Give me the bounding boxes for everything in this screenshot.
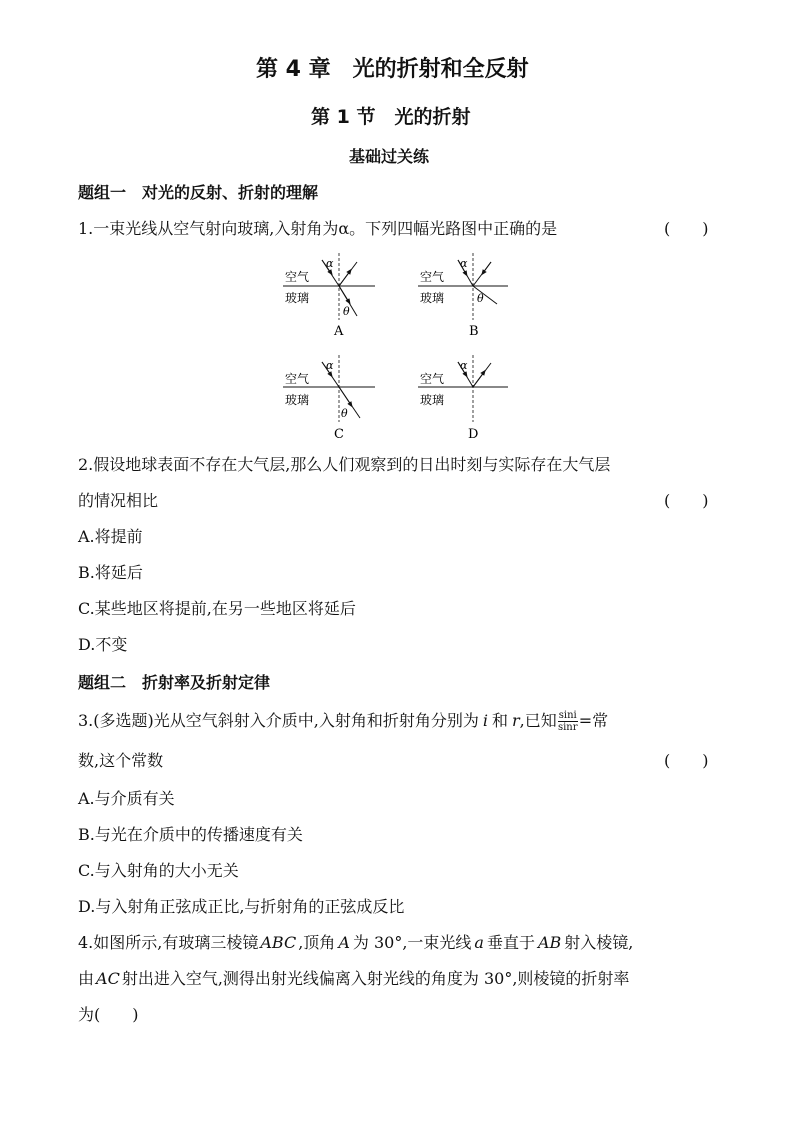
question-3-option-a: A.与介质有关 — [78, 789, 175, 808]
question-4-line-2 — [78, 969, 629, 989]
question-2-option-a: A.将提前 — [78, 527, 143, 546]
diagram-c-air-label: 空气 — [285, 372, 310, 386]
section-title: 第 1 节 光的折射 — [311, 106, 471, 128]
diagram-c-glass-label: 玻璃 — [285, 393, 310, 407]
fraction-numerator: sini — [558, 710, 577, 721]
diagram-c-label: C — [334, 427, 344, 442]
diagram-d-glass-label: 玻璃 — [420, 393, 445, 407]
question-3-prefix: 3.(多选题)光从空气斜射入介质中,入射角和折射角分别为 — [78, 711, 479, 730]
diagram-b-air-label: 空气 — [420, 270, 445, 284]
diagram-d-alpha: α — [460, 359, 468, 372]
diagram-d — [418, 355, 508, 442]
diagram-a — [283, 253, 375, 339]
diagram-d-air-label: 空气 — [420, 372, 445, 386]
question-2-option-b: B.将延后 — [78, 563, 143, 582]
diagram-a-alpha: α — [326, 257, 334, 270]
question-3-option-c: C.与入射角的大小无关 — [78, 861, 239, 880]
question-3-line-1 — [78, 710, 608, 733]
question-4-line-1 — [78, 933, 633, 953]
fraction-denominator: sinr — [557, 722, 578, 733]
question-3-and: 和 — [491, 711, 508, 730]
question-3-fraction — [558, 710, 578, 733]
q4-text-4: 垂直于 — [486, 933, 535, 952]
diagram-d-label: D — [468, 427, 479, 442]
question-3-r: r — [511, 711, 520, 730]
diagram-b-glass-label: 玻璃 — [420, 291, 445, 305]
q4-text-1: 4.如图所示,有玻璃三棱镜 — [78, 933, 259, 952]
question-1-stem: 1.一束光线从空气射向玻璃,入射角为α。下列四幅光路图中正确的是 — [78, 219, 558, 238]
group-heading-2: 题组二 折射率及折射定律 — [78, 673, 271, 692]
question-2-line-1: 2.假设地球表面不存在大气层,那么人们观察到的日出时刻与实际存在大气层 — [78, 455, 611, 474]
question-4-line-3: 为( ) — [78, 1005, 139, 1024]
subsection-title: 基础过关练 — [349, 147, 430, 166]
question-3-option-d: D.与入射角正弦成正比,与折射角的正弦成反比 — [78, 897, 405, 916]
question-3-line-2: 数,这个常数 — [78, 751, 164, 770]
chapter-title: 第 4 章 光的折射和全反射 — [256, 57, 529, 82]
group-heading-1: 题组一 对光的反射、折射的理解 — [78, 183, 319, 202]
question-3-option-b: B.与光在介质中的传播速度有关 — [78, 825, 303, 844]
q4-text-5: 射入棱镜, — [564, 933, 634, 952]
question-1-blank: ( ) — [664, 219, 709, 238]
question-3-known: ,已知 — [519, 711, 557, 730]
question-2-blank: ( ) — [664, 491, 709, 510]
diagram-a-theta: θ — [343, 305, 350, 318]
question-2-option-d: D.不变 — [78, 635, 128, 654]
diagram-b-alpha: α — [460, 257, 468, 270]
diagram-b-label: B — [469, 324, 479, 339]
diagram-a-air-label: 空气 — [285, 270, 310, 284]
q4-face-ac: AC — [96, 969, 120, 988]
diagram-c — [283, 355, 375, 442]
q4-text-6: 由 — [78, 969, 95, 988]
question-2-line-2: 的情况相比 — [78, 491, 159, 510]
q4-text-3: 为 30°,一束光线 — [352, 933, 472, 952]
q4-vertex: A — [338, 933, 350, 952]
diagram-a-glass-label: 玻璃 — [285, 291, 310, 305]
diagram-b — [418, 253, 508, 339]
q4-ray: a — [474, 933, 484, 952]
q4-prism-name: ABC — [260, 933, 297, 952]
q4-text-2: ,顶角 — [298, 933, 336, 952]
question-3-blank: ( ) — [664, 751, 709, 770]
diagram-a-label: A — [334, 324, 344, 339]
question-2-option-c: C.某些地区将提前,在另一些地区将延后 — [78, 599, 356, 618]
diagram-c-alpha: α — [326, 359, 334, 372]
diagram-c-theta: θ — [341, 407, 348, 420]
q4-face-ab: AB — [537, 933, 562, 952]
q4-text-7: 射出进入空气,测得出射光线偏离入射光线的角度为 30°,则棱镜的折射率 — [121, 969, 630, 988]
question-3-i: i — [482, 711, 488, 730]
diagram-b-theta: θ — [477, 292, 484, 305]
question-3-suffix: =常 — [578, 711, 609, 730]
